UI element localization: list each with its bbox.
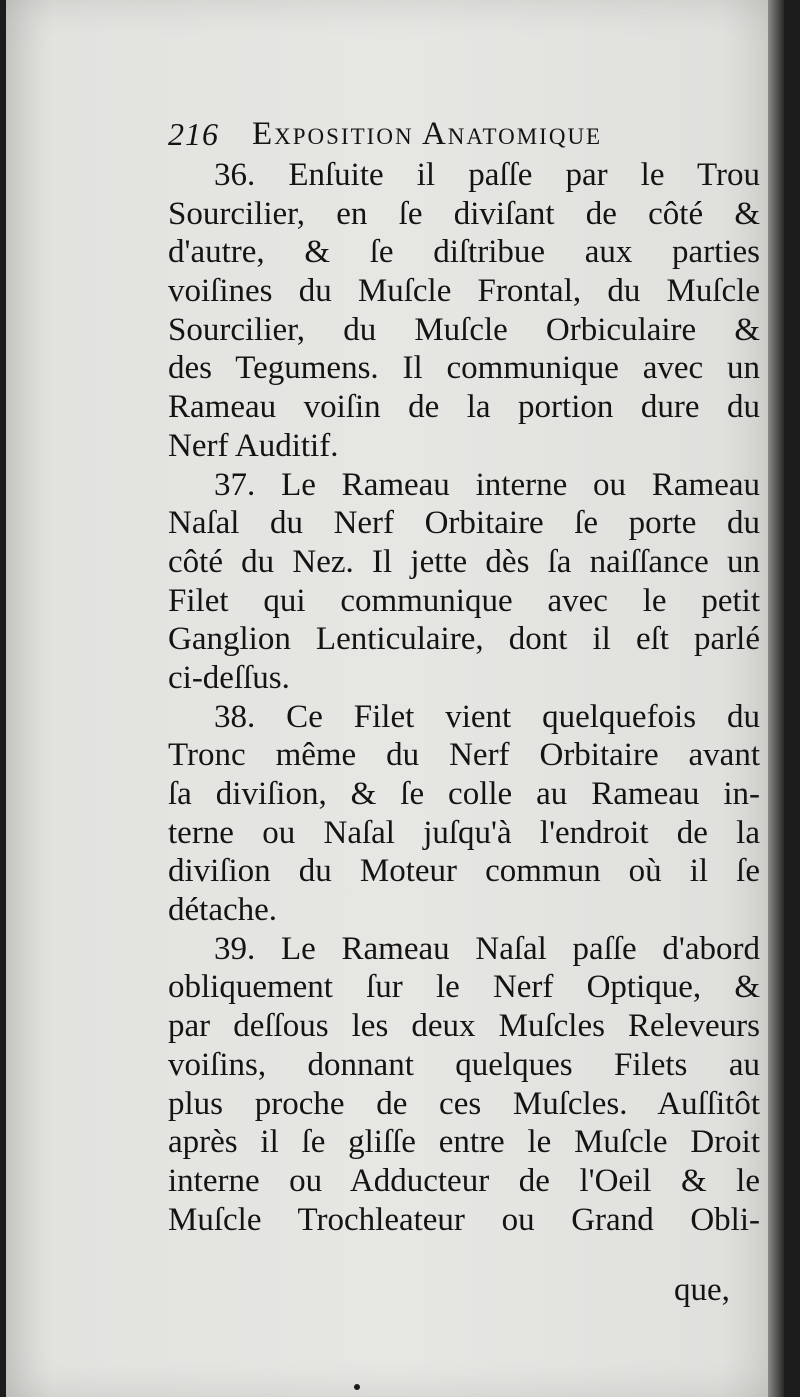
text-line: côté du Nez. Il jette dès ſa naiſſance un xyxy=(168,543,760,580)
text-line: Muſcle Trochleateur ou Grand Obli- xyxy=(168,1201,760,1238)
text-line: Naſal du Nerf Orbitaire ſe porte du xyxy=(168,505,760,542)
text-line: 38. Ce Filet vient quelquefois du xyxy=(214,698,760,735)
running-head: Exposition Anatomique xyxy=(252,116,603,152)
text-line: 39. Le Rameau Naſal paſſe d'abord xyxy=(214,930,760,967)
paragraph-36 xyxy=(168,156,760,466)
text-line: après il ſe gliſſe entre le Muſcle Droit xyxy=(168,1124,760,1161)
paragraph-38 xyxy=(168,698,760,930)
text-line: Filet qui communique avec le petit xyxy=(168,582,760,619)
page-number: 216 xyxy=(168,116,219,152)
text-line: d'autre, & ſe diſtribue aux parties xyxy=(168,234,760,271)
text-line: Sourcilier, du Muſcle Orbiculaire & xyxy=(168,311,760,348)
page-header xyxy=(168,116,768,160)
text-line: Rameau voiſin de la portion dure du xyxy=(168,389,760,426)
text-line: Ganglion Lenticulaire, dont il eſt parlé xyxy=(168,621,760,658)
text-line: ſa diviſion, & ſe colle au Rameau in- xyxy=(168,776,760,812)
catchword: que, xyxy=(674,1272,730,1308)
text-line: des Tegumens. Il communique avec un xyxy=(168,350,760,387)
text-line: 36. Enſuite il paſſe par le Trou xyxy=(214,157,760,193)
text-line: plus proche de ces Muſcles. Auſſitôt xyxy=(168,1085,760,1122)
text-line: obliquement ſur le Nerf Optique, & xyxy=(168,969,760,1006)
text-line: détache. xyxy=(168,892,278,929)
text-line: 37. Le Rameau interne ou Rameau xyxy=(214,466,760,503)
text-line: voiſines du Muſcle Frontal, du Muſcle xyxy=(168,273,760,310)
text-line: diviſion du Moteur commun où il ſe xyxy=(168,853,760,890)
page-edge-shadow xyxy=(768,0,784,1397)
body-text xyxy=(168,156,760,1239)
ink-speck xyxy=(354,1384,360,1390)
paragraph-39 xyxy=(168,930,760,1240)
text-line: ci-deſſus. xyxy=(168,659,290,696)
text-line: par deſſous les deux Muſcles Releveurs xyxy=(168,1008,760,1045)
text-line: terne ou Naſal juſqu'à l'endroit de la xyxy=(168,814,760,851)
text-line: Tronc même du Nerf Orbitaire avant xyxy=(168,737,760,774)
text-line: Sourcilier, en ſe diviſant de côté & xyxy=(168,195,760,232)
book-page xyxy=(6,0,784,1397)
text-line: voiſins, donnant quelques Filets au xyxy=(168,1046,760,1083)
text-line: Nerf Auditif. xyxy=(168,427,339,464)
text-line: interne ou Adducteur de l'Oeil & le xyxy=(168,1162,760,1199)
paragraph-37 xyxy=(168,466,760,698)
